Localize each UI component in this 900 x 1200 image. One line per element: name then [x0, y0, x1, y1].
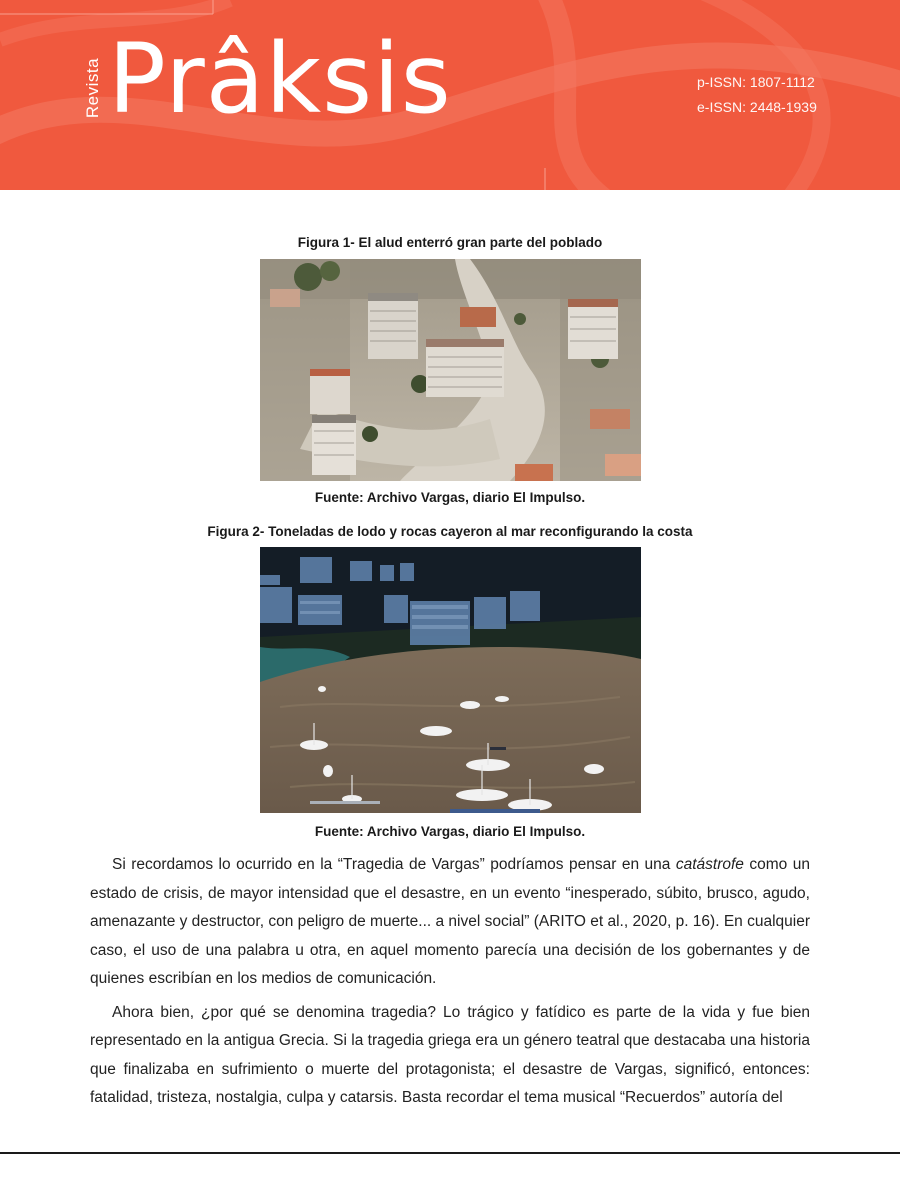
paragraph-2: Ahora bien, ¿por qué se denomina tragedia? Lo trágico y fatídico es parte de la vida y fue bien representado en la antigua Grecia. Si la tragedia griega era un género teatral que destacaba una historia que finalizaba en sufrimiento o muerte del protagonista; el desastre de Vargas, significó, entonces: fatalidad, tristeza, nostalgia, culpa y catarsis. Basta recordar el tema musical “Recuerdos” autoría del: [90, 1003, 810, 1106]
figure-1-photo: [260, 259, 641, 481]
paragraph-1-emphasis: catástrofe: [675, 856, 744, 873]
body-text: [90, 851, 810, 1118]
figure-1-caption: Figura 1- El alud enterró gran parte del poblado: [297, 235, 603, 250]
figure-1-source: Fuente: Archivo Vargas, diario El Impulso.: [314, 490, 586, 505]
revista-label: Revista: [83, 57, 102, 119]
journal-header: [0, 0, 900, 190]
journal-logo: Prâksis: [108, 23, 452, 135]
e-issn: e-ISSN: 2448-1939: [697, 99, 817, 115]
footer-rule: [0, 1152, 900, 1154]
p-issn: p-ISSN: 1807-1112: [697, 74, 815, 90]
figure-2-photo: [260, 547, 641, 813]
figure-2-caption: Figura 2- Toneladas de lodo y rocas cayeron al mar reconfigurando la costa: [207, 524, 693, 539]
paragraph-1-rest: como un estado de crisis, de mayor intensidad que el desastre, en un evento “inesperado, súbito, brusco, agudo, amenazante y destructor, con peligro de muerte... a nivel social” (ARITO et al., 2020, p. 16). En cualquier caso, el uso de una palabra u otra, en aquel momento parecía una decisión de los gobernantes y de quienes escribían en los medios de comunicación.: [90, 856, 810, 987]
issn-block: [697, 70, 817, 120]
paragraph-1-start: Si recordamos lo ocurrido en la “Tragedia de Vargas” podríamos pensar en una: [112, 856, 676, 873]
paragraph-1: [90, 851, 810, 994]
figure-2-source: Fuente: Archivo Vargas, diario El Impulso.: [314, 824, 586, 839]
